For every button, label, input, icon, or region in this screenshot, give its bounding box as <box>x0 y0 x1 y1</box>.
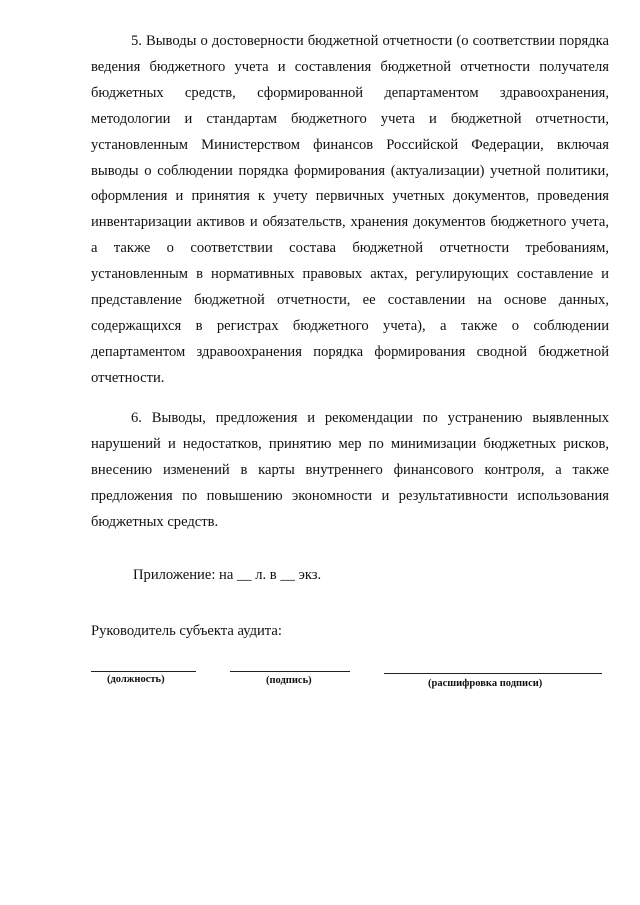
paragraph-6: 6. Выводы, предложения и рекомендации по устранению выявленных нарушений и недостатков, принятию мер по минимизации бюджетных рисков, внесению изменений в карты внутреннего финансового контроля, а также предложения по повышению экономности и результативности использования бюджетных средств. <box>91 410 609 530</box>
decoding-caption: (расшифровка подписи) <box>428 678 543 689</box>
position-signature-line <box>91 671 196 672</box>
appendix-line: Приложение: на __ л. в __ экз. <box>133 567 322 583</box>
paragraph-5: 5. Выводы о достоверности бюджетной отчетности (о соответствии порядка ведения бюджетного учета и составления бюджетной отчетности получателя бюджетных средств, сформированной департаментом здравоохранения, методологии и стандартам бюджетного учета и бюджетной отчетности, установленным Министерством финансов Российской Федерации, включая выводы о соблюдении порядка формирования (актуализации) учетной политики, оформления и принятия к учету первичных учетных документов, проведения инвентаризации активов и обязательств, хранения документов бюджетного учета, а также о соответствии состава бюджетной отчетности требованиям, установленным в нормативных правовых актах, регулирующих составление и представление бюджетной отчетности, ее составлении на основе данных, содержащихся в регистрах бюджетного учета), а также о соблюдении департаментом здравоохранения порядка формирования сводной бюджетной отчетности. <box>91 33 609 386</box>
audit-head-label: Руководитель субъекта аудита: <box>91 623 282 639</box>
signature-line <box>230 671 350 672</box>
decoding-signature-line <box>384 673 602 674</box>
position-caption: (должность) <box>107 674 165 685</box>
signature-caption: (подпись) <box>266 675 312 686</box>
